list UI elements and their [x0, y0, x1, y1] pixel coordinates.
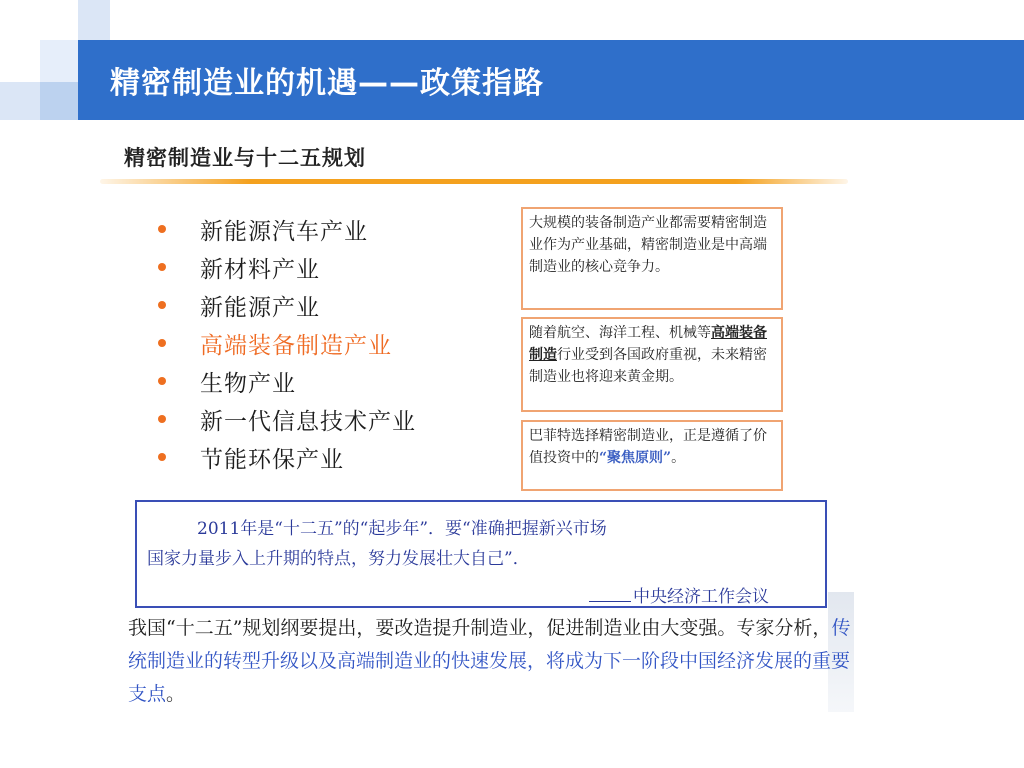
industry-item	[158, 362, 416, 400]
note-box-foundation	[521, 207, 783, 310]
note-box-buffett	[521, 420, 783, 491]
industry-item	[158, 438, 416, 476]
bullet-dot-icon	[158, 453, 166, 461]
note-text: 。	[671, 450, 686, 466]
decor-square	[40, 82, 78, 120]
note-box-golden-period	[521, 317, 783, 412]
note-text: 大规模的装备制造产业都需要精密制造业作为产业基础，精密制造业是中高端制造业的核心竞争力。	[529, 215, 767, 275]
quote-line: 国家力量步入上升期的特点，努力发展壮大自己”．	[147, 549, 530, 569]
note-text: 随着航空、海洋工程、机械等	[529, 325, 711, 341]
paragraph-text: 。	[166, 683, 186, 705]
quote-source-text: 中央经济工作会议	[633, 587, 769, 607]
bullet-dot-icon	[158, 377, 166, 385]
industry-label: 高端装备制造产业	[200, 332, 392, 359]
bullet-dot-icon	[158, 301, 166, 309]
quote-box	[135, 500, 827, 608]
paragraph-text: 我国“十二五”规划纲要提出，要改造提升制造业，促进制造业由大变强。专家分析，	[128, 617, 832, 639]
bullet-dot-icon	[158, 339, 166, 347]
paragraph-emphasis: 传统制造业的转型升级以及高端制造业的快速发展，将成为下一阶段中国经济发展的重要支点	[128, 617, 851, 705]
bullet-dot-icon	[158, 415, 166, 423]
decor-square	[0, 82, 40, 120]
summary-paragraph	[128, 612, 856, 711]
note-emphasis: 高端装备制造	[529, 325, 767, 363]
section-title: 精密制造业与十二五规划	[124, 146, 366, 170]
industry-item	[158, 248, 416, 286]
note-emphasis: “聚焦原则”	[599, 450, 672, 466]
note-text: 行业受到各国政府重视，未来精密制造业也将迎来黄金期。	[529, 347, 767, 385]
slide-title: 精密制造业的机遇——政策指路	[110, 66, 544, 101]
industry-label: 节能环保产业	[200, 446, 344, 473]
source-rule	[589, 601, 631, 602]
industry-item	[158, 400, 416, 438]
industry-item	[158, 210, 416, 248]
industry-item	[158, 286, 416, 324]
quote-line: 2011年是“十二五”的“起步年”．要“准确把握新兴市场	[197, 519, 607, 539]
industry-label: 新能源产业	[200, 294, 320, 321]
note-text: 巴菲特选择精密制造业，正是遵循了价值投资中的	[529, 428, 767, 466]
industry-label: 生物产业	[200, 370, 296, 397]
decor-square	[40, 40, 78, 82]
industry-item-highlighted	[158, 324, 416, 362]
industry-label: 新能源汽车产业	[200, 218, 368, 245]
bullet-dot-icon	[158, 263, 166, 271]
quote-source	[589, 582, 769, 607]
decor-square	[78, 0, 110, 40]
industry-list	[158, 210, 416, 476]
industry-label: 新材料产业	[200, 256, 320, 283]
section-divider	[100, 179, 848, 184]
industry-label: 新一代信息技术产业	[200, 408, 416, 435]
bullet-dot-icon	[158, 225, 166, 233]
